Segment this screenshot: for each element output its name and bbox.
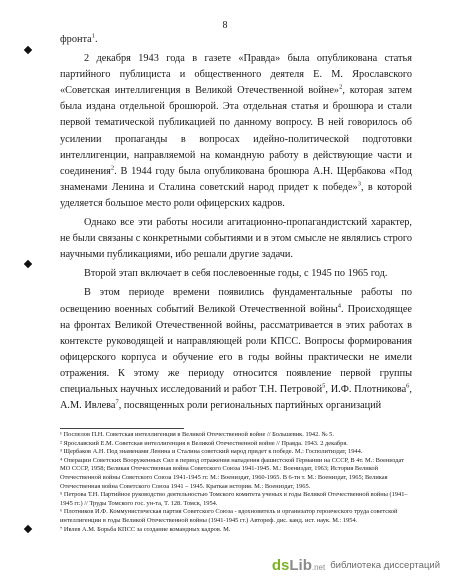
footnote-1: ¹ Поспелов П.Н. Советская интеллигенция в Великой Отечественной войне // Большевик. 1942. № 5. bbox=[60, 431, 334, 438]
paragraph-yaroslavsky: 2 декабря 1943 года в газете «Правда» была опубликована статья партийного публициста и общественного деятеля Е. М. Ярославского «Советская интеллигенция в Великой Отечественной войне»$^2$, которая затем была издана отдельной брошюрой. Эта отдельная статья и брошюра и стали первой тематической публикацией по данному вопросу. В ней говорилось об усилении пропаганды в вопросах идейно-политической подготовки интеллигенции, направляемой на командную работу в действующие части и соединения$^2$. В 1944 году была опубликована брошюра А.Н. Щербакова «Под знаменами Ленина и Сталина советский народ придет к победе»$^3$, в которой уделяется большое место роли офицерских кадров. bbox=[60, 53, 412, 209]
dslib-logo: ds Lib .net bbox=[271, 557, 326, 574]
footnote-6: ⁶ Плотников И.Ф. Коммунистическая партия Советского Союза - вдохновитель и организатор героического труда советской интеллигенции в годы Великой Отечественной войны (1941-1945 гг.) Автореф. дис. канд. ист. наук. М.: 1954. bbox=[60, 508, 398, 524]
footnote-3: ³ Щербаков А.Н. Под знаменами Ленина и Сталина советский народ придет к победе. М.: Госполитиздат, 1944. bbox=[60, 448, 363, 456]
page-number: 8 bbox=[222, 20, 228, 31]
footnote-5: ⁵ Петрова Т.Н. Партийное руководство деятельностью Томского комитета ученых в годы Великой Отечественной войны (1941–1945 гг.) // Труды Томского гос. ун-та, Т. 128. Томск, 1954. bbox=[60, 491, 408, 507]
paragraph-second-stage: Второй этап включает в себя послевоенные годы, с 1945 по 1965 год. bbox=[84, 268, 388, 280]
margin-bullet-bottom bbox=[24, 525, 32, 533]
footnotes bbox=[60, 431, 410, 534]
paragraph-fundamental-works: В этом периоде времени появились фундаментальные работы по освещению военных событий Великой Отечественной войны$^4$. Происходящее на фронтах Великой Отечественной войны, рассматривается в этих работах в контексте руководящей и направляющей роли КПСС. Вопросы формирования офицерского корпуса и обучение его в годы войны практически не имели отражения. К этому же периоду относится появление первой группы специальных научных исследований и работ Т.Н. Петровой$^5$, И.Ф. Плотникова$^6$, А.М. Ивлева$^7$, посвященных роли региональных партийных организаций bbox=[60, 287, 412, 412]
footnote-divider bbox=[60, 428, 184, 429]
main-text bbox=[60, 32, 412, 414]
footnote-2: ² Ярославский Е.М. Советская интеллигенция в Великой Отечественной войне // Правда. 1943. 2 декабря. bbox=[60, 439, 348, 447]
footnote-4: ⁴ Операции Советских Вооруженных Сил в период отражения нападения фашистской Германии на СССР, В 4т. М.: Воениздат МО СССР, 1958; Великая Отечественная война Советского Союза 1941-1945. М.: Воениздат, 1963; История Великой Отечественной войны Советского Союза 1941-1945 гг. М.: Воениздат, 1960-1965. В 6-ти т. М.: Воениздат, 1965; Великая Отечественная война Советского Союза 1941 – 1945. Краткая история. М.: Воениздат, 1965. bbox=[60, 456, 404, 490]
footnote-7: ⁷ Ивлев А.М. Борьба КПСС за создание командных кадров. М. bbox=[60, 525, 231, 533]
dslib-watermark[interactable] bbox=[268, 555, 444, 576]
margin-bullet-top bbox=[24, 46, 32, 54]
dslib-tagline: библиотека диссертаций bbox=[330, 560, 440, 571]
margin-bullet-middle bbox=[24, 260, 32, 268]
paragraph-agitation: Однако все эти работы носили агитационно-пропагандистский характер, не были связаны с конкретными событиями и в этом смысле не являлись строго научными публикациями, ибо решали другие задачи. bbox=[60, 217, 412, 261]
paragraph-continuation: фронта$^1$. bbox=[60, 32, 98, 45]
